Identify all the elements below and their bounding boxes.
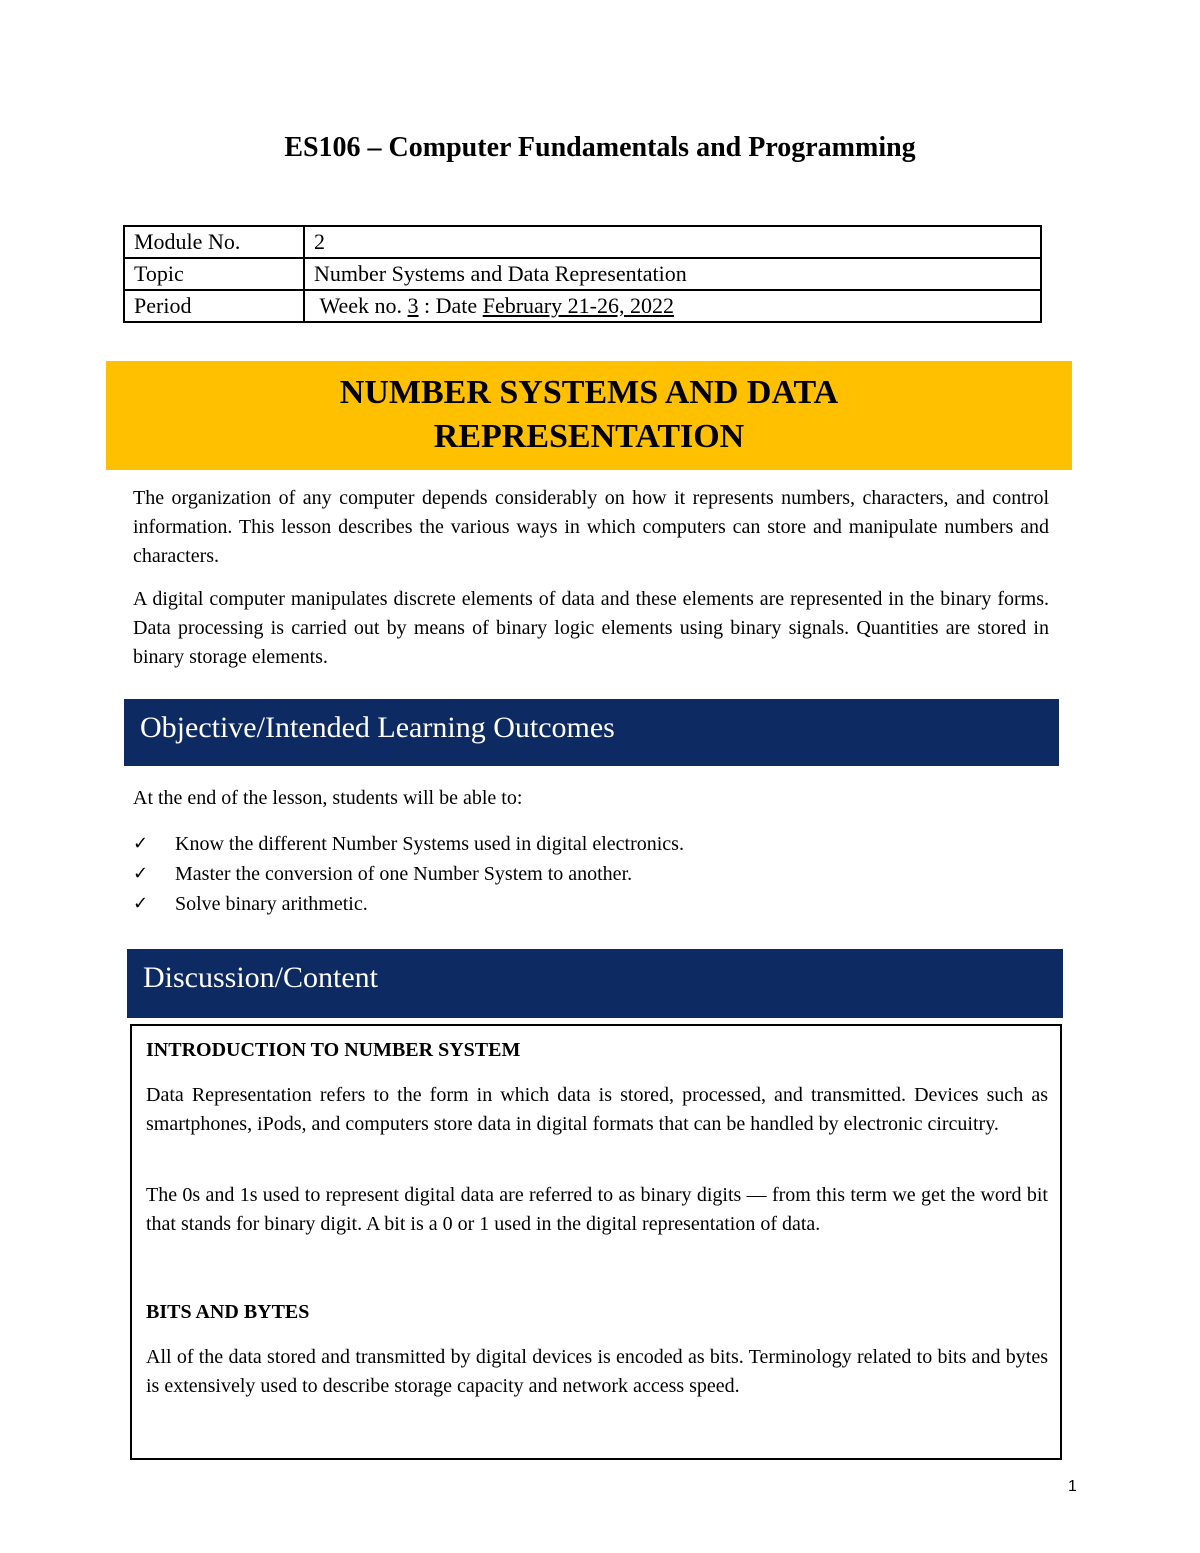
list-item [133, 889, 1033, 919]
section-title-bits-bytes: BITS AND BYTES [146, 1301, 310, 1323]
objectives-heading-bar [124, 699, 1059, 766]
page-number: 1 [1068, 1478, 1077, 1495]
week-prefix: Week no. [319, 293, 408, 318]
bits-bytes-paragraph: All of the data stored and transmitted by digital devices is encoded as bits. Terminology related to bits and bytes is extensively used to describe storage capacity and network access speed. [146, 1346, 1048, 1397]
objective-text: Know the different Number Systems used in digital electronics. [175, 833, 684, 855]
discussion-content-box [130, 1024, 1062, 1460]
objective-text: Solve binary arithmetic. [175, 893, 368, 915]
date-prefix: : Date [418, 293, 483, 318]
period-value [304, 290, 1041, 322]
lesson-title-banner [106, 361, 1072, 470]
week-number: 3 [407, 293, 419, 318]
objectives-heading: Objective/Intended Learning Outcomes [140, 711, 615, 744]
checkmark-icon: ✓ [133, 833, 149, 854]
module-info-table [123, 225, 1042, 323]
topic-value: Number Systems and Data Representation [304, 258, 1041, 290]
introduction-paragraph-2: The 0s and 1s used to represent digital data are referred to as binary digits — from this term we get the word bit that stands for binary digit. A bit is a 0 or 1 used in the digital representation of data. [146, 1184, 1048, 1235]
list-item [133, 859, 1033, 889]
date-value: February 21-26, 2022 [482, 293, 674, 318]
banner-line-2: REPRESENTATION [433, 418, 745, 455]
table-row [124, 226, 1041, 258]
table-row [124, 290, 1041, 322]
introduction-paragraph-1: Data Representation refers to the form in which data is stored, processed, and transmitted. Devices such as smartphones, iPods, and computers store data in digital formats that can be handled by electronic circuitry. [146, 1084, 1048, 1135]
objectives-lead: At the end of the lesson, students will be able to: [133, 787, 523, 809]
checkmark-icon: ✓ [133, 893, 149, 914]
objectives-list [133, 829, 1033, 919]
module-value: 2 [304, 226, 1041, 258]
intro-paragraph-2: A digital computer manipulates discrete elements of data and these elements are represented in the binary forms. Data processing is carried out by means of binary logic elements using binary signals. Quantities are stored in binary storage elements. [133, 588, 1049, 668]
section-title-introduction: INTRODUCTION TO NUMBER SYSTEM [146, 1039, 521, 1061]
module-label: Module No. [124, 226, 304, 258]
topic-label: Topic [124, 258, 304, 290]
discussion-heading: Discussion/Content [143, 961, 379, 994]
table-row [124, 258, 1041, 290]
list-item [133, 829, 1033, 859]
objective-text: Master the conversion of one Number System to another. [175, 863, 633, 885]
checkmark-icon: ✓ [133, 863, 149, 884]
discussion-heading-bar [127, 949, 1063, 1018]
period-label: Period [124, 290, 304, 322]
intro-paragraph-1: The organization of any computer depends considerably on how it represents numbers, characters, and control information. This lesson describes the various ways in which computers can store and manipulate numbers and characters. [133, 487, 1049, 567]
banner-line-1: NUMBER SYSTEMS AND DATA [339, 374, 839, 411]
document-title: ES106 – Computer Fundamentals and Programming [284, 132, 916, 163]
